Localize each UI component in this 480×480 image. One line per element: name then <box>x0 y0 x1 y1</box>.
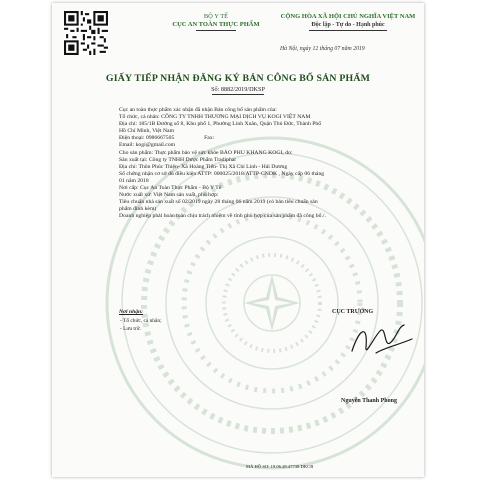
body-line: Điện thoại: 0986667505 Fax: <box>119 135 215 142</box>
body-line: Tiêu chuẩn nhà sản xuất số 02/2019 ngày 28 tháng 06 năm 2019 (có bản tiêu chuẩn sản <box>119 199 318 206</box>
national-motto: Độc lập - Tự do - Hạnh phúc <box>311 22 385 28</box>
signer-name: Nguyễn Thanh Phong <box>341 398 397 404</box>
body-line: phẩm đính kèm) <box>119 206 157 213</box>
document-title: GIẤY TIẾP NHẬN ĐĂNG KÝ BẢN CÔNG BỐ SẢN PHẨM <box>105 73 371 84</box>
agency-name: CỤC AN TOÀN THỰC PHẨM <box>172 21 260 28</box>
recipients-title: Nơi nhận: <box>119 309 143 315</box>
recipient-item: - Tổ chức, cá nhân; <box>120 318 162 324</box>
body-line: Địa chỉ: 185/1B Đường số 8, Khu phố 1, Phường Linh Xuân, Quận Thủ Đức, Thành Phố <box>119 121 322 128</box>
place-date: Hà Nội, ngày 12 tháng 07 năm 2019 <box>280 46 365 52</box>
body-line: Nơi cấp: Cục An Toàn Thực Phẩm - Bộ Y Tế <box>119 185 222 192</box>
body-line: Hồ Chí Minh, Việt Nam <box>119 128 175 135</box>
recipients-list <box>120 318 162 333</box>
body-line: Địa chỉ: Thôn Phúc Thiện- Xã Hoàng Tiến- Thị Xã Chí Linh - Hải Dương <box>119 163 288 170</box>
document-sheet <box>52 3 424 477</box>
ministry-name: BỘ Y TẾ <box>203 13 229 20</box>
document-number-underline <box>212 94 264 95</box>
body-line: Cục an toàn thực phẩm xác nhận đã nhận Bản công bố sản phẩm của: <box>119 107 277 113</box>
body-line: Sản xuất tại: Công ty TNHH Dược Phẩm Tradiphar <box>119 156 237 163</box>
body-line: Cho sản phẩm: Thực phẩm bảo vệ sức khỏe BẢO PHU KHANG KOGI, do: <box>119 149 293 156</box>
recipient-item: - Lưu trữ. <box>120 325 141 332</box>
document-body <box>119 107 411 221</box>
document-number: Số: 8882/2019/DKSP <box>211 86 265 93</box>
national-header <box>278 13 418 31</box>
body-line: Doanh nghiệp phải hoàn toàn chịu trách nhiệm về tính phù hợp của sản phẩm đã công bố./. <box>119 213 326 220</box>
signer-title: CỤC TRƯỞNG <box>332 309 374 315</box>
body-line: Nước xuất xứ: Việt Nam sản xuất, phù hợp: <box>119 192 219 199</box>
body-line: Email: kogi@gmail.com <box>119 142 176 149</box>
motto-underline <box>309 30 387 31</box>
agency-underline <box>196 30 236 31</box>
qr-code <box>64 11 108 55</box>
body-line: Tổ chức, cá nhân: CÔNG TY TNHH THƯƠNG MẠI DỊCH VỤ KOGI VIỆT NAM <box>119 114 311 121</box>
body-line: Số chứng nhận cơ sở đủ điều kiện ATTP: 000025/2018/ATTP-CNDK , Ngày cấp 06 tháng <box>119 170 325 177</box>
verification-code: MÃ HỒ SƠ: 19.06.28.47738.DKCB <box>246 464 314 469</box>
handwritten-signature <box>346 317 416 363</box>
body-line: 01 năm 2018 <box>119 177 149 184</box>
issuer-header <box>156 13 276 31</box>
republic-name: CỘNG HÒA XÃ HỘI CHỦ NGHĨA VIỆT NAM <box>280 13 416 20</box>
